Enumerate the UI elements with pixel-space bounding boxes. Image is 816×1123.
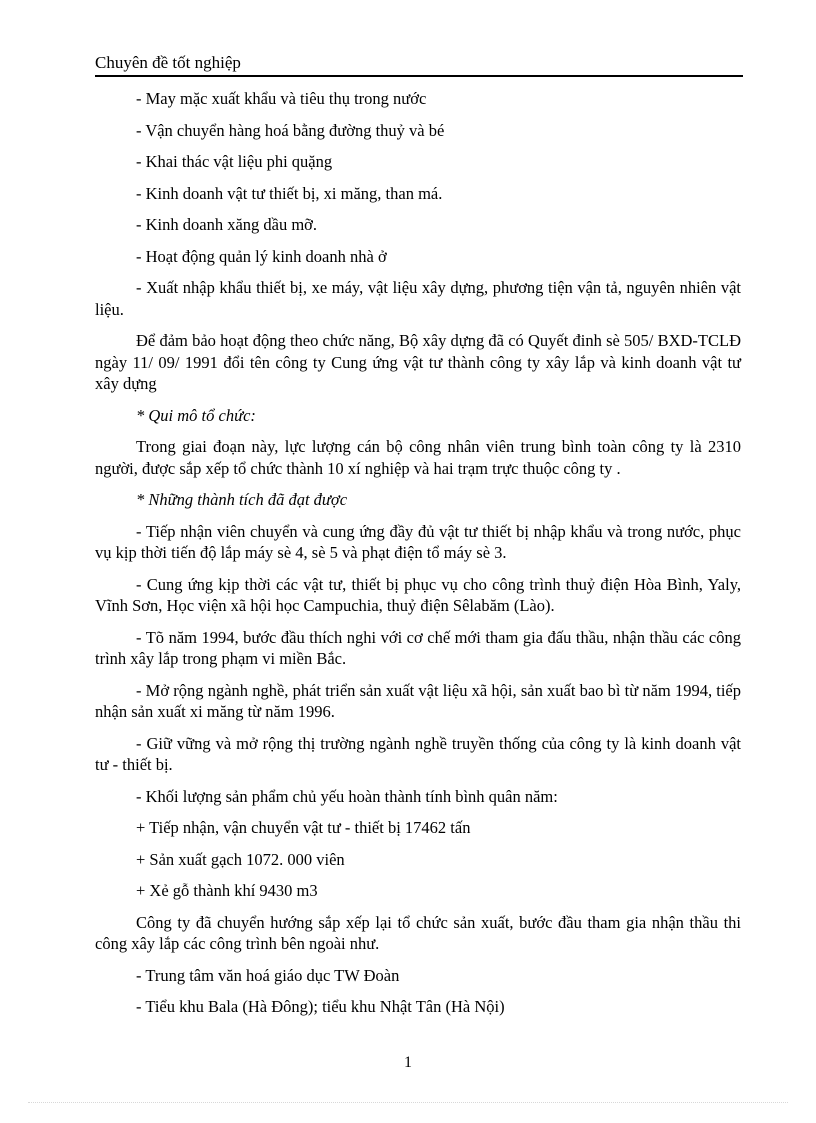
header-title: Chuyên đề tốt nghiệp	[95, 53, 241, 72]
list-item: - Giữ vững và mở rộng thị trường ngành nghề truyền thống của công ty là kinh doanh vật tư - thiết bị.	[95, 733, 741, 774]
list-item: + Xẻ gỗ thành khí 9430 m3	[136, 881, 318, 900]
list-item: - Khai thác vật liệu phi quặng	[136, 152, 333, 171]
list-item: + Sản xuất gạch 1072. 000 viên	[136, 849, 345, 869]
body-paragraph: Công ty đã chuyển hướng sắp xếp lại tổ chức sản xuất, bước đầu tham gia nhận thầu thi công xây lắp các công trình bên ngoài như.	[95, 912, 741, 953]
body-paragraph: Để đảm bảo hoạt động theo chức năng, Bộ xây dựng đã có Quyết đinh sè 505/ BXD-TCLĐ ngày 11/ 09/ 1991 đổi tên công ty Cung ứng vật tư thành công ty xây lắp và kinh doanh vật tư xây dựng	[95, 331, 741, 393]
section-heading: * Những thành tích đã đạt được	[136, 490, 348, 509]
list-item: - Tiểu khu Bala (Hà Đông); tiểu khu Nhật Tân (Hà Nội)	[136, 997, 505, 1016]
body-paragraph: Trong giai đoạn này, lực lượng cán bộ công nhân viên trung bình toàn công ty là 2310 người, được sắp xếp tổ chức thành 10 xí nghiệp và hai trạm trực thuộc công ty .	[95, 437, 741, 478]
list-item: - Hoạt động quản lý kinh doanh nhà ở	[136, 246, 387, 266]
list-item: - Kinh doanh vật tư thiết bị, xi măng, than má.	[136, 183, 443, 203]
list-item: - Xuất nhập khẩu thiết bị, xe máy, vật liệu xây dựng, phương tiện vận tả, nguyên nhiên vật liệu.	[95, 278, 741, 319]
document-body	[95, 88, 741, 1028]
list-item: - Khối lượng sản phẩm chủ yếu hoàn thành tính bình quân năm:	[136, 786, 558, 806]
list-item: - Tiếp nhận viên chuyển và cung ứng đầy đủ vật tư thiết bị nhập khẩu và trong nước, phục vụ kịp thời tiến độ lắp máy sè 4, sè 5 và phạt điện tổ máy sè 3.	[95, 521, 741, 562]
list-item: - Trung tâm văn hoá giáo dục TW Đoàn	[136, 965, 400, 985]
list-item: - Tõ năm 1994, bước đầu thích nghi với cơ chế mới tham gia đấu thầu, nhận thầu các công trình xây lắp trong phạm vi miền Bắc.	[95, 627, 741, 668]
page-number: 1	[404, 1054, 412, 1071]
list-item: + Tiếp nhận, vận chuyển vật tư - thiết bị 17462 tấn	[136, 818, 471, 837]
page-bottom-divider	[28, 1102, 788, 1103]
list-item: - Vận chuyển hàng hoá bằng đường thuỷ và bé	[136, 120, 445, 140]
list-item: - May mặc xuất khẩu và tiêu thụ trong nước	[136, 89, 427, 108]
list-item: - Mở rộng ngành nghề, phát triển sản xuất vật liệu xã hội, sản xuất bao bì từ năm 1994, tiếp nhận sản xuất xi măng từ năm 1996.	[95, 680, 741, 721]
section-heading: * Qui mô tổ chức:	[136, 405, 256, 425]
list-item: - Kinh doanh xăng dầu mỡ.	[136, 215, 318, 234]
page-header	[95, 52, 743, 77]
list-item: - Cung ứng kịp thời các vật tư, thiết bị phục vụ cho công trình thuỷ điện Hòa Bình, Yaly, Vĩnh Sơn, Học viện xã hội học Campuchia, thuỷ điện Sêlabăm (Lào).	[95, 574, 741, 615]
